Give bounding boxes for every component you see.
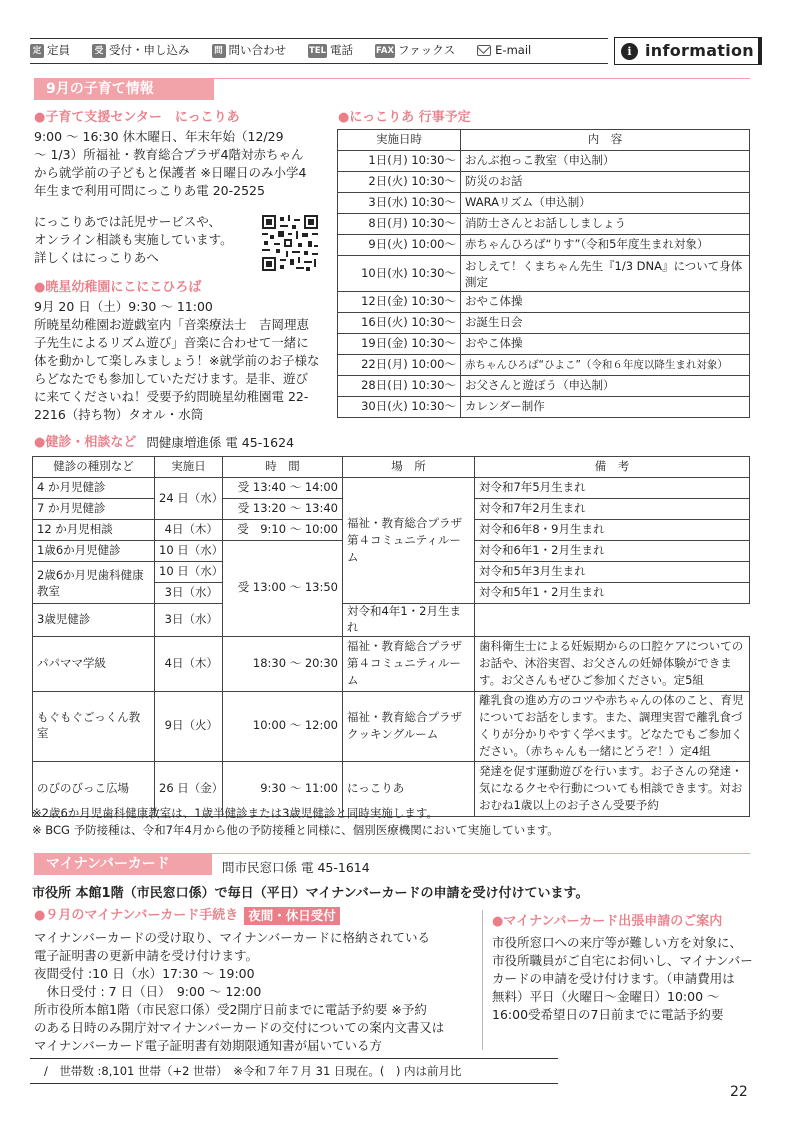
checkup-title: ●健診・相談など [34,435,137,450]
checkup-date: 9日（火） [155,691,223,761]
table-row [338,172,750,193]
checkup-note: 対令和7年2月生まれ [475,499,750,520]
population-note: / 世帯数 :8,101 世帯（+2 世帯） ※令和７年７月 31 日現在。( ) 内は前月比 [44,1064,462,1078]
checkup-type: 12 か月児相談 [33,520,155,541]
note-line: 詳しくはにっこりあへ [34,250,159,265]
body-line: カードの申請を受け付けます。（申請費用は [492,971,735,986]
event-date: 22日(月) 10:00～ [338,355,461,376]
event-content: おやこ体操 [461,292,750,313]
event-date: 28日(日) 10:30～ [338,376,461,397]
event-date: 2日(火) 10:30～ [338,172,461,193]
checkup-note: 対令和4年1・2月生まれ [343,604,475,637]
section-band-kosodate: 9月の子育て情報 [34,78,214,100]
checkup-note: 対令和5年3月生まれ [475,562,750,583]
gyosei-line: 子先生によるリズム遊び」音楽に合わせて一緒に [34,335,309,350]
header-type: 健診の種別など [33,457,155,478]
table-row [338,313,750,334]
checkup-type: 7 か月児健診 [33,499,155,520]
mynumber-right-title: ●マイナンバーカード出張申請のご案内 [492,914,723,929]
table-row [33,478,750,499]
body-line: 所市役所本館1階（市民窓口係）受2開庁日前までに電話予約要 ※予約 [34,1002,427,1017]
event-content: おやこ体操 [461,334,750,355]
footnote: ※ BCG 予防接種は、令和7年4月から他の予防接種と同様に、個別医療機関において実施しています。 [32,823,559,837]
event-date: 30日(火) 10:30～ [338,397,461,418]
event-content: カレンダー制作 [461,397,750,418]
legend-label: 問い合わせ [228,43,286,58]
inquiry-icon: 問 [212,44,226,58]
checkup-date: 10 日（水） [155,562,223,583]
header-place: 場 所 [343,457,475,478]
checkup-type: パパママ学級 [33,636,155,691]
footer-rule [30,1058,558,1059]
column-divider [482,910,483,1050]
table-row [33,604,750,637]
events-table [337,129,750,418]
checkup-table [32,456,750,817]
checkup-time: 受 13:20 ～ 13:40 [223,499,343,520]
checkup-date: 3日（水） [155,604,223,637]
event-date: 19日(金) 10:30～ [338,334,461,355]
checkup-date: 4日（木） [155,520,223,541]
checkup-footnotes [32,805,559,839]
checkup-time: 18:30 ～ 20:30 [223,636,343,691]
table-header [33,457,750,478]
event-content: お誕生日会 [461,313,750,334]
checkup-contact: 問健康増進係 電 45-1624 [146,435,295,451]
checkup-note: 発達を促す運動遊びを行います。お子さんの発達・気になるクセや行動についても相談できます。対おおむね1歳以上のお子さん受要予約 [475,761,750,816]
band-rule [212,853,750,854]
table-row [338,193,750,214]
body-line: 16:00受希望日の7日前までに電話予約要 [492,1007,724,1022]
envelope-icon [477,45,491,56]
legend-reception [92,43,190,59]
event-content: 防災のお話 [461,172,750,193]
checkup-time: 10:00 ～ 12:00 [223,691,343,761]
fax-icon: FAX [376,45,394,56]
center-note [34,213,264,267]
event-content: 赤ちゃんひろば“りす”（令和5年度生まれ対象） [461,235,750,256]
gyosei-line: 体を動かして楽しみましょう！※就学前のお子様な [34,353,320,368]
legend-label: 受付・申し込み [109,43,190,58]
table-row [338,214,750,235]
footnote: ※2歳6か月児歯科健康教室は、1歳半健診または3歳児健診と同時実施します。 [32,806,438,820]
checkup-place: 福祉・教育総合プラザ第４コミュニティルーム [343,636,475,691]
legend-email [477,43,531,59]
checkup-note: 歯科衛生士による妊娠期からの口腔ケアについてのお話や、沐浴実習、お父さんの妊婦体験ができます。お父さんもぜひご参加ください。定5組 [475,636,750,691]
qr-code[interactable] [262,215,318,271]
table-row [338,256,750,292]
legend-label: 電話 [330,43,354,58]
information-title: information [645,40,755,60]
table-row [338,292,750,313]
table-row [338,376,750,397]
event-date: 8日(月) 10:30～ [338,214,461,235]
event-date: 10日(水) 10:30～ [338,256,461,292]
event-content: おしえて！くまちゃん先生『1/3 DNA』について身体測定 [461,256,750,292]
mynumber-contact: 問市民窓口係 電 45-1614 [222,860,370,875]
information-header [614,37,762,65]
mynumber-left-heading [34,907,340,925]
event-date: 12日(金) 10:30～ [338,292,461,313]
phone-icon: TEL [309,45,327,56]
gyosei-line: 9月 20 日（土）9:30 ～ 11:00 [34,299,213,314]
body-line: 市役所窓口への来庁等が難しい方を対象に、 [492,935,743,950]
checkup-place: にっこりあ [343,761,475,816]
capacity-icon: 定 [30,44,44,58]
band-rule [214,78,750,79]
gyosei-line: に来てくださいね！受要予約問暁星幼稚園電 22- [34,389,309,404]
gyosei-line: らどなたでも参加していただけます。是非、遊び [34,371,309,386]
event-date: 3日(水) 10:30～ [338,193,461,214]
table-row [338,151,750,172]
checkup-note: 対令和6年1・2月生まれ [475,541,750,562]
legend-label: 定員 [47,43,70,58]
legend-inquiry [212,43,287,59]
table-row [338,235,750,256]
checkup-type: 3歳児健診 [33,604,155,637]
table-row [33,691,750,761]
gyosei-line: 所暁星幼稚園お遊戯室内「音楽療法士 吉岡理恵 [34,317,310,332]
checkup-heading [34,434,294,452]
center-line: 9:00 ～ 16:30 休木曜日、年末年始（12/29 [34,129,284,144]
checkup-place: 福祉・教育総合プラザクッキングルーム [343,691,475,761]
event-content: WARAリズム（申込制） [461,193,750,214]
center-title: ●子育て支援センター にっこりあ [34,110,240,125]
body-line: 無料）平日（火曜日～金曜日）10:00 ～ [492,989,720,1004]
legend-capacity [30,43,70,59]
legend-label: E-mail [495,43,532,58]
checkup-note: 対令和7年5月生まれ [475,478,750,499]
event-content: おんぶ抱っこ教室（申込制） [461,151,750,172]
gyosei-title: ●暁星幼稚園にこにこひろば [34,280,202,295]
event-content: 消防士さんとお話ししましょう [461,214,750,235]
checkup-time: 受 9:10 ～ 10:00 [223,520,343,541]
gyosei-line: 2216（持ち物）タオル・水筒 [34,407,204,422]
event-date: 16日(火) 10:30～ [338,313,461,334]
info-icon: i [621,43,638,60]
table-row [338,334,750,355]
header-date: 実施日時 [338,130,461,151]
note-line: オンライン相談も実施しています。 [34,232,233,247]
mynumber-headline: 市役所 本館1階（市民窓口係）で毎日（平日）マイナンバーカードの申請を受け付けています。 [32,886,589,901]
center-line: ～ 1/3）所福祉・教育総合プラザ4階対赤ちゃん [34,147,304,162]
legend-bar [30,38,608,64]
body-line: のある日時のみ開庁対マイナンバーカードの交付についての案内文書又は [34,1020,445,1035]
center-line: から就学前の子どもと保護者 ※日曜日のみ小学4 [34,165,307,180]
event-content: お父さんと遊ぼう（申込制） [461,376,750,397]
note-line: にっこりあでは託児サービスや、 [34,214,222,229]
checkup-type: のびのびっこ広場 [33,761,155,816]
checkup-note: 対令和6年8・9月生まれ [475,520,750,541]
checkup-time: 9:30 ～ 11:00 [223,761,343,816]
legend-label: ファックス [398,43,456,58]
table-row [338,397,750,418]
header-time: 時 間 [223,457,343,478]
footer-rule [30,1083,558,1084]
legend-fax [375,43,455,59]
checkup-note: 離乳食の進め方のコツや赤ちゃんの体のこと、育児についてお話をします。また、調理実習で離乳食づくりが分かりやすく学べます。どなたでもご参加ください。（赤ちゃんも一緒にどうぞ！）定4組 [475,691,750,761]
mynumber-left-title: ●９月のマイナンバーカード手続き [34,908,239,923]
checkup-date: 24 日（水） [155,478,223,520]
checkup-time: 受 13:00 ～ 13:50 [223,541,343,637]
night-holiday-badge: 夜間・休日受付 [244,907,340,924]
header-note: 備 考 [475,457,750,478]
body-line: 夜間受付 :10 日（水）17:30 ～ 19:00 [34,966,255,981]
body-line: マイナンバーカード電子証明書有効期限通知書が届いている方 [34,1038,383,1053]
checkup-type: 4 か月児健診 [33,478,155,499]
checkup-type: 2歳6か月児歯科健康教室 [33,562,155,604]
events-title: ●にっこりあ 行事予定 [338,110,471,125]
table-row [33,636,750,691]
mynumber-right-body [492,934,754,1024]
checkup-type: 1歳6か月児健診 [33,541,155,562]
checkup-date: 10 日（水） [155,541,223,562]
checkup-note: 対令和5年1・2月生まれ [475,583,750,604]
legend-phone [308,43,353,59]
header-date: 実施日 [155,457,223,478]
page-number: 22 [730,1084,748,1100]
body-line: 休日受付 : 7 日（日） 9:00 ～ 12:00 [34,984,262,999]
table-header [338,130,750,151]
center-line: 年生まで利用可問にっこりあ電 20-2525 [34,183,265,198]
event-content: 赤ちゃんひろば“ひよこ”（令和６年度以降生まれ対象） [461,355,750,376]
body-line: 市役所職員がご自宅にお伺いし、マイナンバー [492,953,753,968]
checkup-date: 4日（木） [155,636,223,691]
body-line: マイナンバーカードの受け取り、マイナンバーカードに格納されている [34,930,431,945]
mynumber-left-body [34,929,474,1055]
table-row [338,355,750,376]
reception-icon: 受 [92,44,106,58]
event-date: 1日(月) 10:30～ [338,151,461,172]
body-line: 電子証明書の更新申請を受け付けます。 [34,948,259,963]
header-content: 内 容 [461,130,750,151]
checkup-date: 26 日（金） [155,761,223,816]
gyosei-details [34,298,332,424]
checkup-type: もぐもぐごっくん教室 [33,691,155,761]
section-band-mynumber: マイナンバーカード [34,853,212,875]
checkup-time: 受 13:40 ～ 14:00 [223,478,343,499]
center-details [34,128,332,200]
event-date: 9日(火) 10:00～ [338,235,461,256]
checkup-date: 3日（水） [155,583,223,604]
checkup-place: 福祉・教育総合プラザ第４コミュニティルーム [343,478,475,604]
